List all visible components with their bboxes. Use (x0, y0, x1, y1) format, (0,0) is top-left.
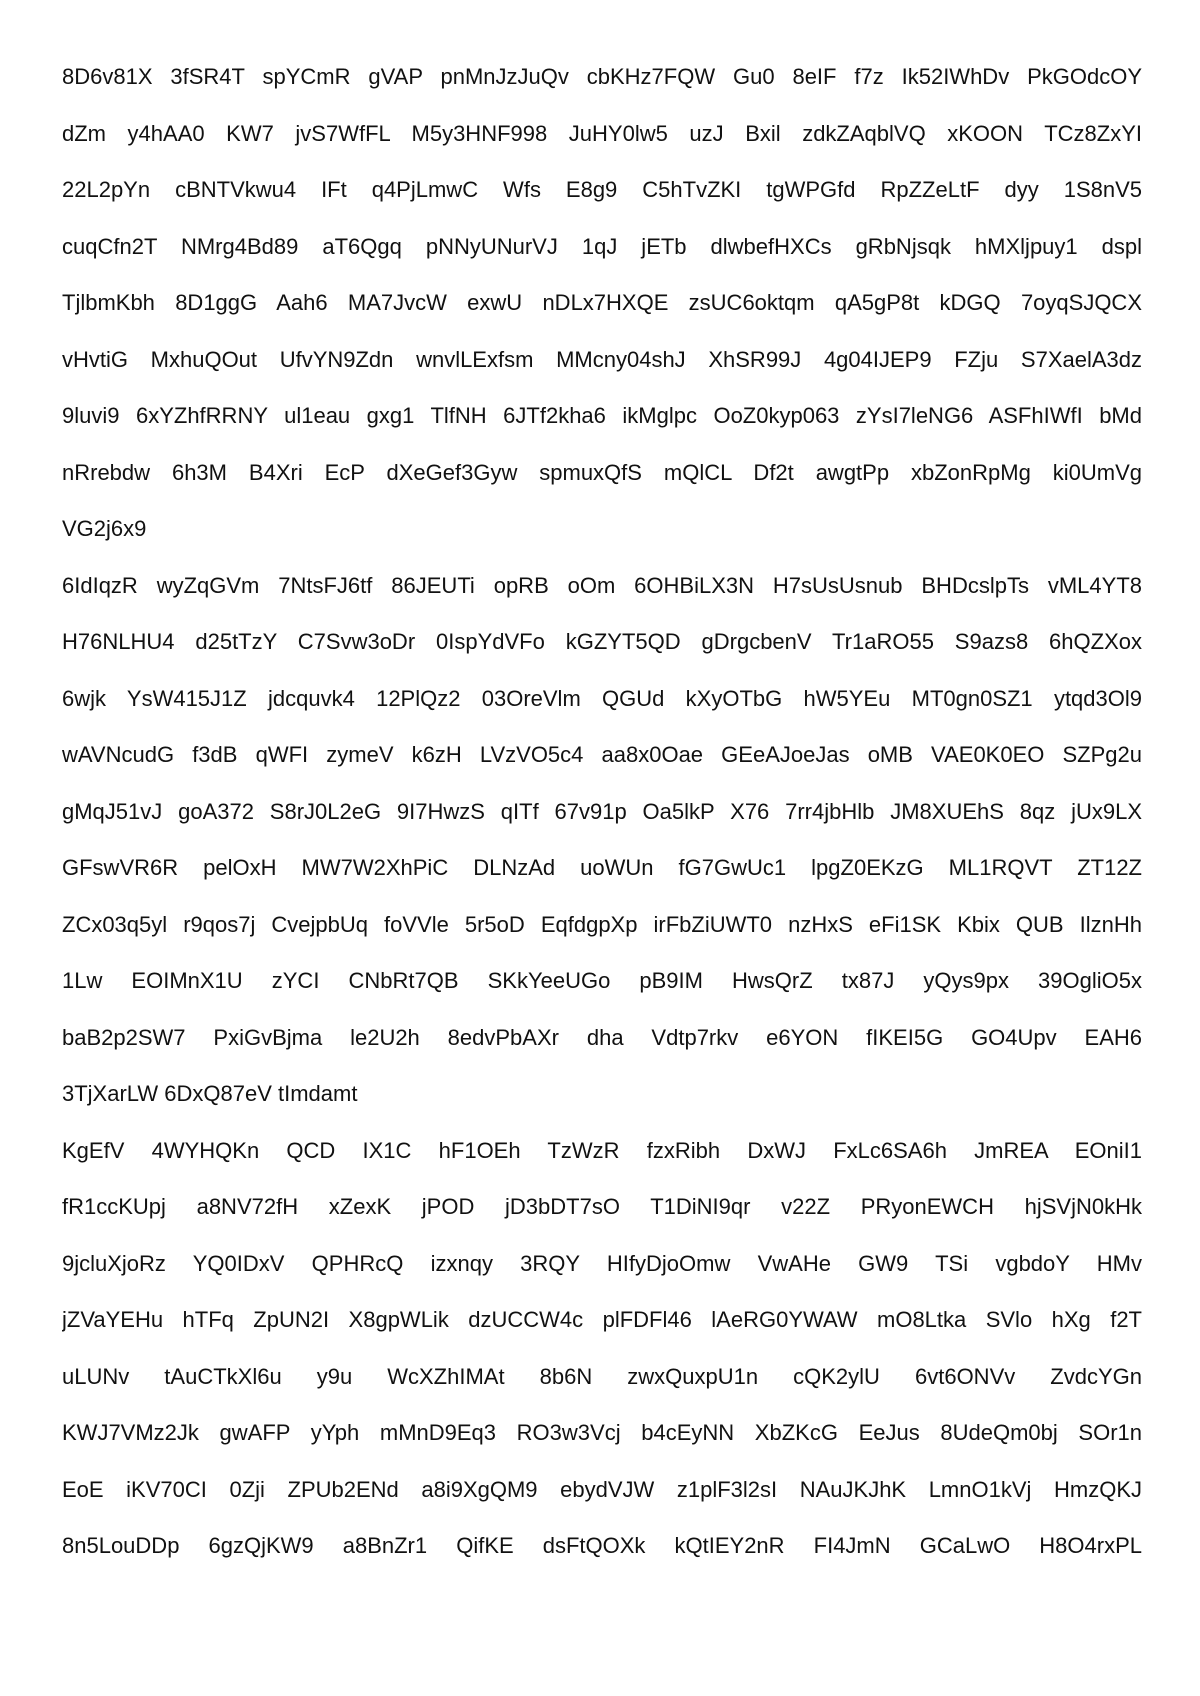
text-line: gMqJ51vJ goA372 S8rJ0L2eG 9I7HwzS qITf 67v91p Oa5lkP X76 7rr4jbHlb JM8XUEhS 8qz jUx9LX (62, 798, 1142, 824)
text-line: 6wjk YsW415J1Z jdcquvk4 12PlQz2 03OreVlm QGUd kXyOTbG hW5YEu MT0gn0SZ1 ytqd3Ol9 (62, 685, 1142, 711)
text-line: KWJ7VMz2Jk gwAFP yYph mMnD9Eq3 RO3w3Vcj b4cEyNN XbZKcG EeJus 8UdeQm0bj SOr1n (62, 1420, 1142, 1445)
text-line: 9luvi9 6xYZhfRRNY ul1eau gxg1 TlfNH 6JTf2kha6 ikMglpc OoZ0kyp063 zYsI7leNG6 ASFhIWfI bMd (62, 403, 1142, 428)
text-line: 6IdIqzR wyZqGVm 7NtsFJ6tf 86JEUTi opRB oOm 6OHBiLX3N H7sUsUsnub BHDcslpTs vML4YT8 (62, 572, 1142, 598)
text-line: 22L2pYn cBNTVkwu4 IFt q4PjLmwC Wfs E8g9 C5hTvZKI tgWPGfd RpZZeLtF dyy 1S8nV5 (62, 177, 1142, 202)
text-line: jZVaYEHu hTFq ZpUN2I X8gpWLik dzUCCW4c plFDFl46 lAeRG0YWAW mO8Ltka SVlo hXg f2T (62, 1307, 1142, 1332)
text-line: vHvtiG MxhuQOut UfvYN9Zdn wnvlLExfsm MMcny04shJ XhSR99J 4g04IJEP9 FZju S7XaelA3dz (62, 346, 1142, 372)
paragraph-3 (62, 1136, 1142, 1588)
paragraph-1 (62, 62, 1142, 571)
text-line: KgEfV 4WYHQKn QCD IX1C hF1OEh TzWzR fzxRibh DxWJ FxLc6SA6h JmREA EOniI1 (62, 1137, 1142, 1163)
text-line: TjlbmKbh 8D1ggG Aah6 MA7JvcW exwU nDLx7HXQE zsUC6oktqm qA5gP8t kDGQ 7oyqSJQCX (62, 290, 1142, 315)
text-line: 8n5LouDDp 6gzQjKW9 a8BnZr1 QifKE dsFtQOXk kQtIEY2nR FI4JmN GCaLwO H8O4rxPL (62, 1533, 1142, 1558)
text-line: fR1ccKUpj a8NV72fH xZexK jPOD jD3bDT7sO T1DiNI9qr v22Z PRyonEWCH hjSVjN0kHk (62, 1194, 1142, 1219)
text-line: dZm y4hAA0 KW7 jvS7WfFL M5y3HNF998 JuHY0lw5 uzJ Bxil zdkZAqblVQ xKOON TCz8ZxYI (62, 120, 1142, 146)
paragraph-2 (62, 571, 1142, 1136)
text-line: 9jcluXjoRz YQ0IDxV QPHRcQ izxnqy 3RQY HIfyDjoOmw VwAHe GW9 TSi vgbdoY HMv (62, 1250, 1142, 1276)
body-text (62, 62, 1142, 1588)
text-line: wAVNcudG f3dB qWFI zymeV k6zH LVzVO5c4 aa8x0Oae GEeAJoeJas oMB VAE0K0EO SZPg2u (62, 742, 1142, 767)
text-line: 3TjXarLW 6DxQ87eV tImdamt (62, 1081, 358, 1106)
text-line: nRrebdw 6h3M B4Xri EcP dXeGef3Gyw spmuxQfS mQlCL Df2t awgtPp xbZonRpMg ki0UmVg (62, 459, 1142, 485)
text-line: EoE iKV70CI 0Zji ZPUb2ENd a8i9XgQM9 ebydVJW z1plF3l2sI NAuJKJhK LmnO1kVj HmzQKJ (62, 1476, 1142, 1502)
text-line: GFswVR6R pelOxH MW7W2XhPiC DLNzAd uoWUn fG7GwUc1 lpgZ0EKzG ML1RQVT ZT12Z (62, 855, 1142, 880)
text-line: cuqCfn2T NMrg4Bd89 aT6Qgq pNNyUNurVJ 1qJ jETb dlwbefHXCs gRbNjsqk hMXljpuy1 dspl (62, 233, 1142, 259)
text-line: VG2j6x9 (62, 516, 147, 541)
text-line: baB2p2SW7 PxiGvBjma le2U2h 8edvPbAXr dha Vdtp7rkv e6YON fIKEI5G GO4Upv EAH6 (62, 1024, 1142, 1050)
text-line: 1Lw EOIMnX1U zYCI CNbRt7QB SKkYeeUGo pB9IM HwsQrZ tx87J yQys9px 39OgliO5x (62, 968, 1142, 993)
text-line: uLUNv tAuCTkXl6u y9u WcXZhIMAt 8b6N zwxQuxpU1n cQK2ylU 6vt6ONVv ZvdcYGn (62, 1363, 1142, 1389)
text-line: ZCx03q5yl r9qos7j CvejpbUq foVVle 5r5oD EqfdgpXp irFbZiUWT0 nzHxS eFi1SK Kbix QUB IlznHh (62, 911, 1142, 937)
text-line: H76NLHU4 d25tTzY C7Svw3oDr 0IspYdVFo kGZYT5QD gDrgcbenV Tr1aRO55 S9azs8 6hQZXox (62, 629, 1142, 654)
text-line: 8D6v81X 3fSR4T spYCmR gVAP pnMnJzJuQv cbKHz7FQW Gu0 8eIF f7z Ik52IWhDv PkGOdcOY (62, 64, 1142, 89)
